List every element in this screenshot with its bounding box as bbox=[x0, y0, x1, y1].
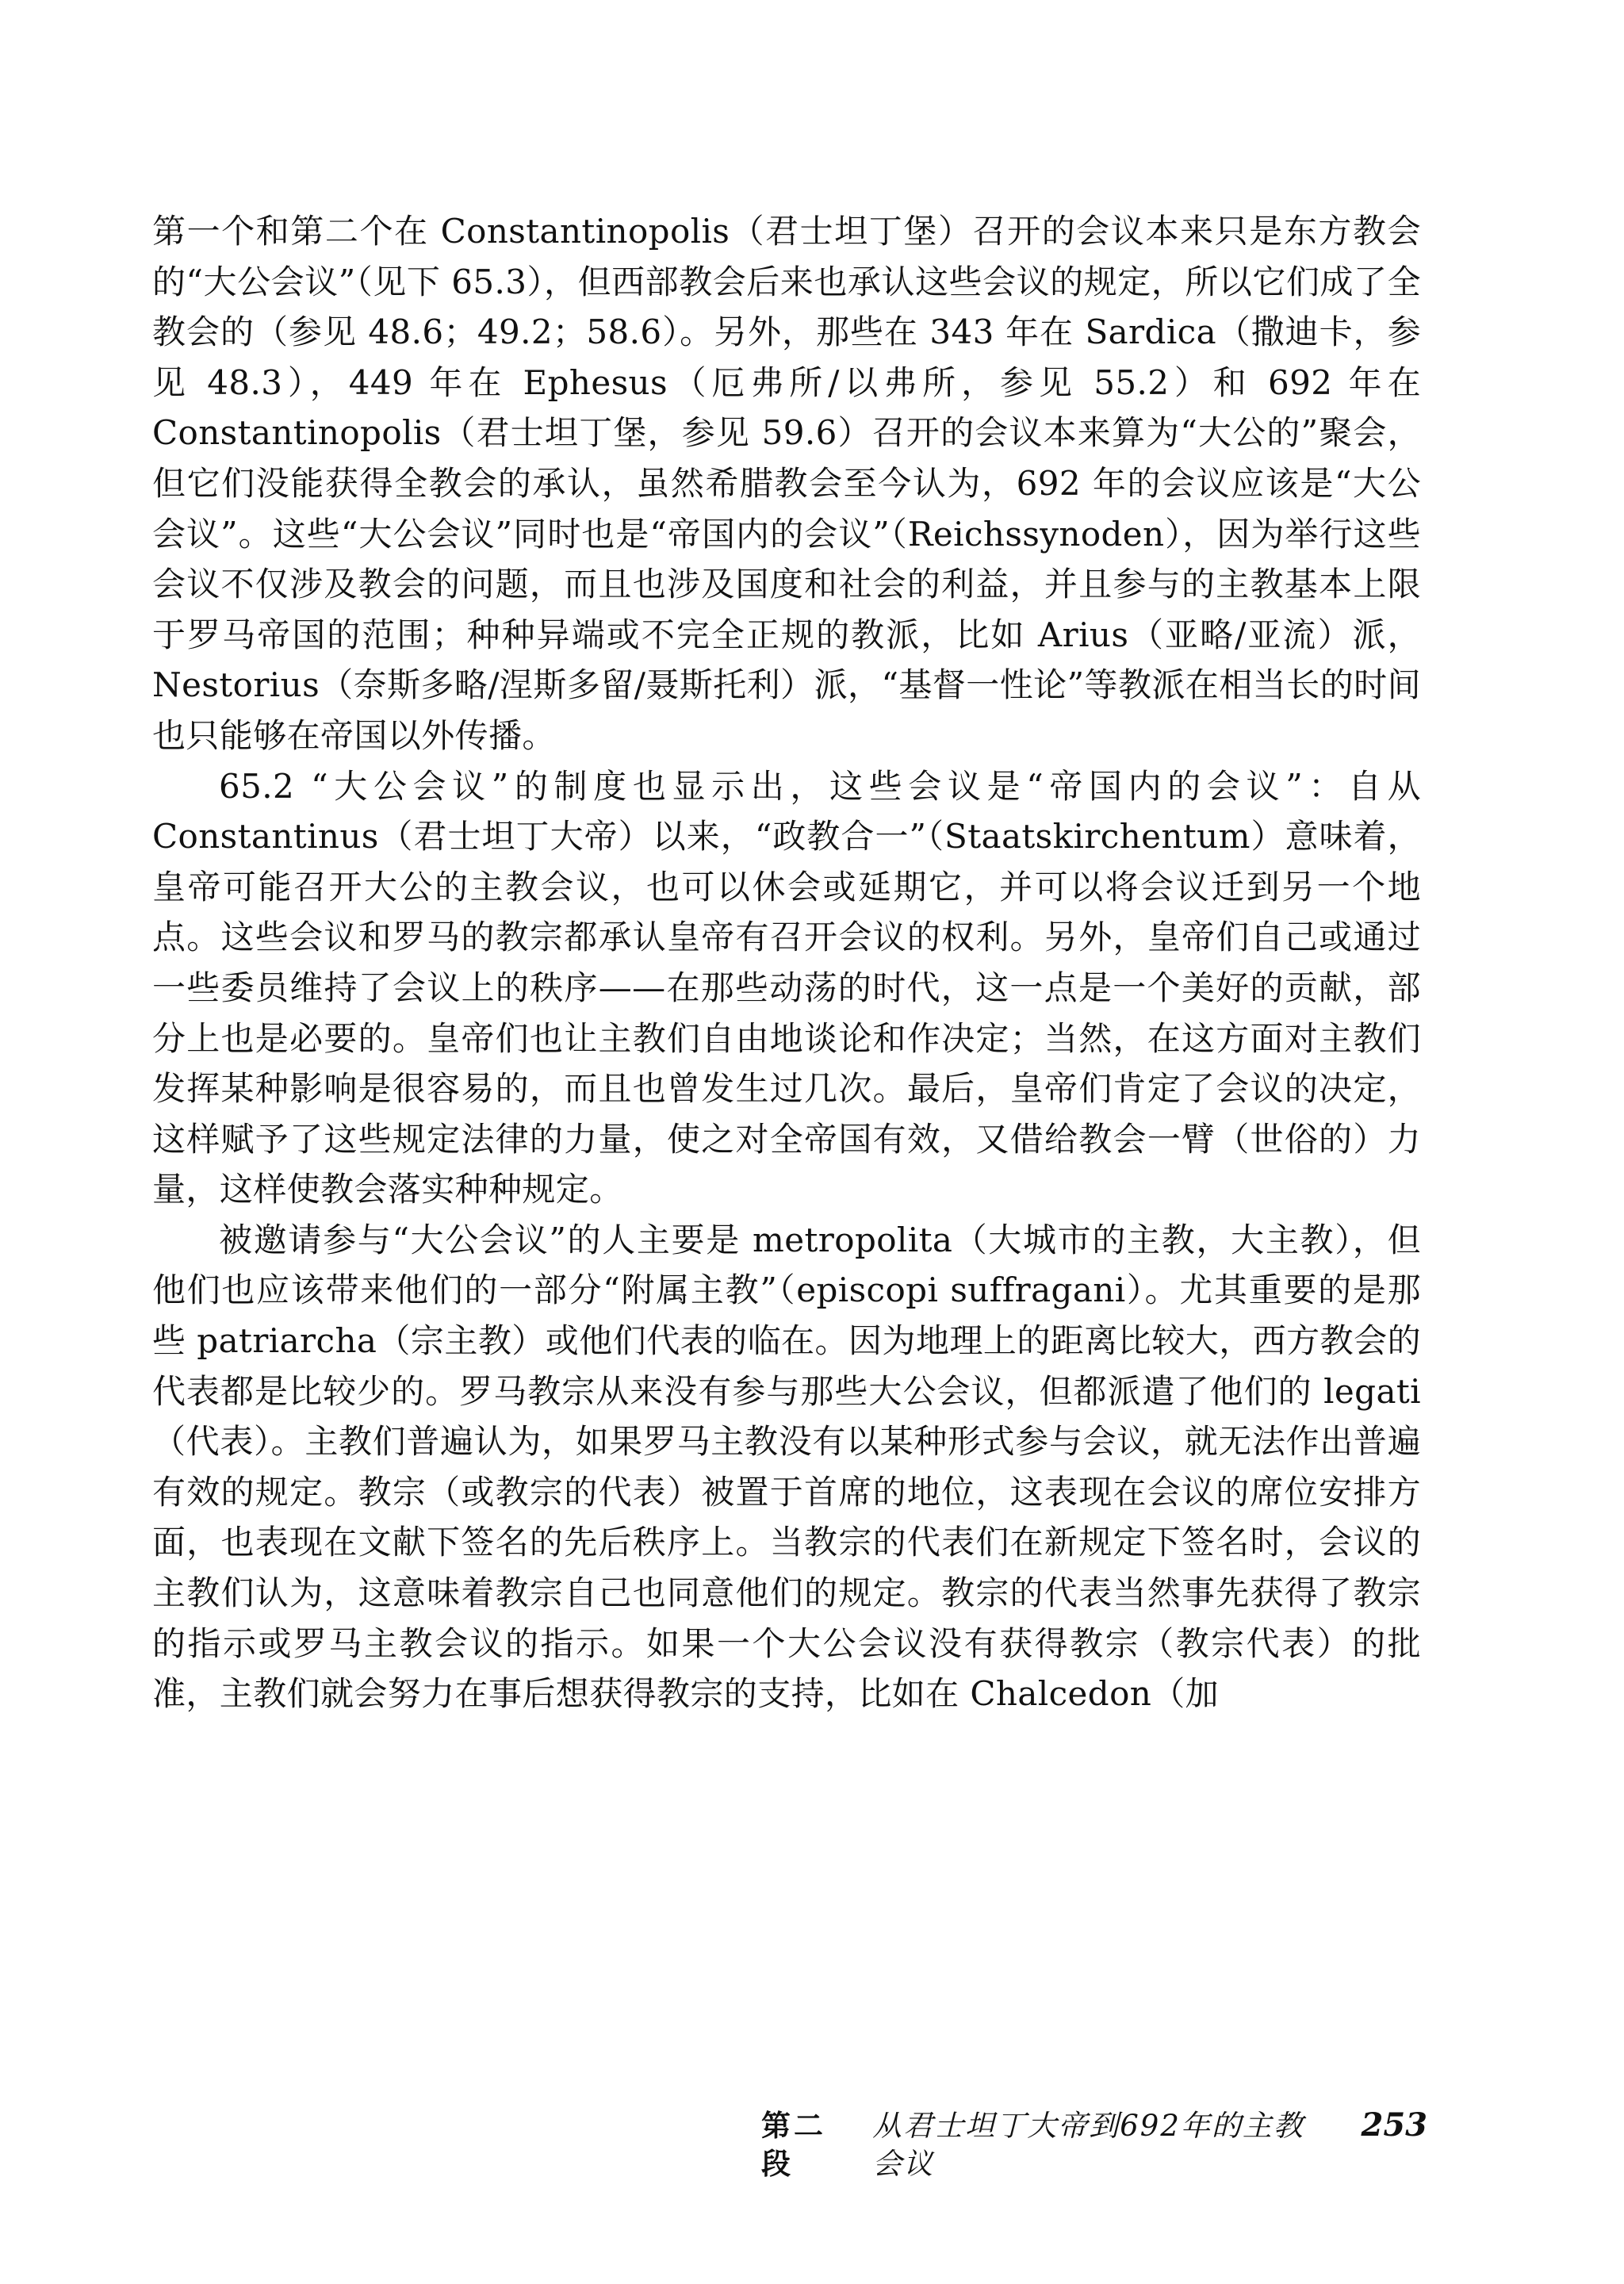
paragraph-65-2-imperial-councils: 65.2 “大公会议”的制度也显示出，这些会议是“帝国内的会议”：自从 Constantinus（君士坦丁大帝）以来，“政教合一”（Staatskirchentum）意味着，皇帝可能召开大公的主教会议，也可以休会或延期它，并可以将会议迁到另一个地点。这些会议和罗马的教宗都承认皇帝有召开会议的权利。另外，皇帝们自己或通过一些委员维持了会议上的秩序——在那些动荡的时代，这一点是一个美好的贡献，部分上也是必要的。皇帝们也让主教们自由地谈论和作决定；当然，在这方面对主教们发挥某种影响是很容易的，而且也曾发生过几次。最后，皇帝们肯定了会议的决定，这样赋予了这些规定法律的力量，使之对全帝国有效，又借给教会一臂（世俗的）力量，这样使教会落实种种规定。 bbox=[152, 766, 1421, 1209]
footer-part-label: 第二段 bbox=[761, 2109, 826, 2181]
paragraph-councils-east-west: 第一个和第二个在 Constantinopolis（君士坦丁堡）召开的会议本来只是东方教会的“大公会议”（见下 65.3），但西部教会后来也承认这些会议的规定，所以它们成了全教会的（参见 48.6；49.2；58.6）。另外，那些在 343 年在 Sardica（撒迪卡，参见 48.3），449 年在 Ephesus（厄弗所/以弗所，参见 55.2）和 692 年在 Constantinopolis（君士坦丁堡，参见 59.6）召开的会议本来算为“大公的”聚会，但它们没能获得全教会的承认，虽然希腊教会至今认为，692 年的会议应该是“大公会议”。这些“大公会议”同时也是“帝国内的会议”（Reichssynoden），因为举行这些会议不仅涉及教会的问题，而且也涉及国度和社会的利益，并且参与的主教基本上限于罗马帝国的范围；种种异端或不完全正规的教派，比如 Arius（亚略/亚流）派，Nestorius（奈斯多略/涅斯多留/聂斯托利）派，“基督一性论”等教派在相当长的时间也只能够在帝国以外传播。 bbox=[152, 212, 1421, 755]
footer-chapter-title: 从君士坦丁大帝到692年的主教会议 bbox=[872, 2109, 1304, 2181]
running-footer bbox=[761, 2106, 1427, 2183]
main-text-block bbox=[152, 206, 1421, 1719]
paragraph-council-participants: 被邀请参与“大公会议”的人主要是 metropolita（大城市的主教，大主教），但他们也应该带来他们的一部分“附属主教”（episcopi suffragani）。尤其重要的是那些 patriarcha（宗主教）或他们代表的临在。因为地理上的距离比较大，西方教会的代表都是比较少的。罗马教宗从来没有参与那些大公会议，但都派遣了他们的 legati（代表）。主教们普遍认为，如果罗马主教没有以某种形式参与会议，就无法作出普遍有效的规定。教宗（或教宗的代表）被置于首席的地位，这表现在会议的席位安排方面，也表现在文献下签名的先后秩序上。当教宗的代表们在新规定下签名时，会议的主教们认为，这意味着教宗自己也同意他们的规定。教宗的代表当然事先获得了教宗的指示或罗马主教会议的指示。如果一个大公会议没有获得教宗（教宗代表）的批准，主教们就会努力在事后想获得教宗的支持，比如在 Chalcedon（加 bbox=[152, 1220, 1421, 1714]
page-number: 253 bbox=[1361, 2106, 1427, 2144]
